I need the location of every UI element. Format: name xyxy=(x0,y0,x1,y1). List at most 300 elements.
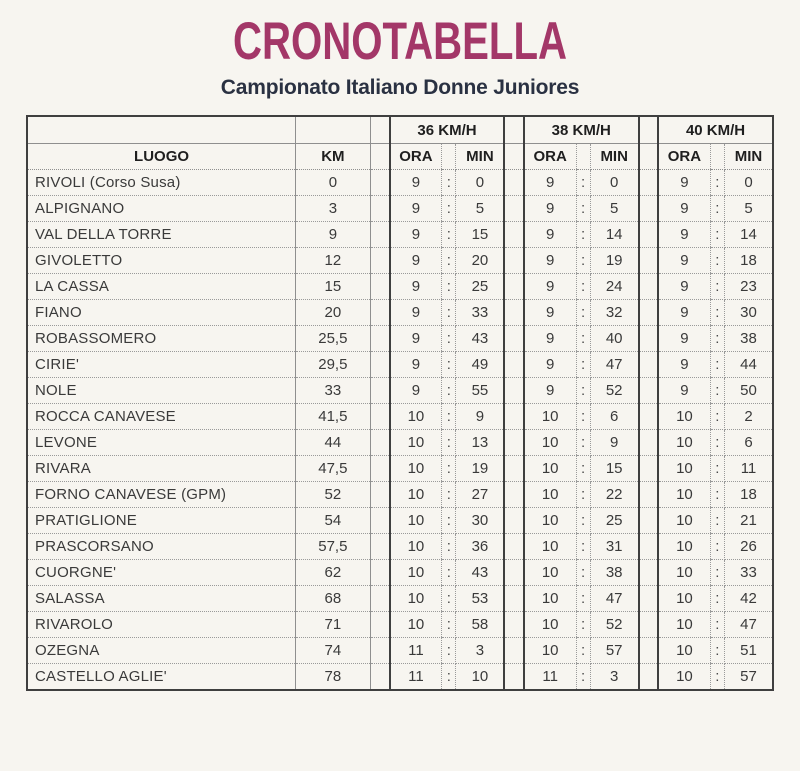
min-40-cell: 14 xyxy=(724,222,773,248)
ora-36-cell: 9 xyxy=(390,274,442,300)
spacer-cell xyxy=(504,274,523,300)
spacer-cell xyxy=(504,586,523,612)
min-40-cell: 30 xyxy=(724,300,773,326)
table-row xyxy=(27,482,773,508)
place-cell: GIVOLETTO xyxy=(27,248,296,274)
ora-40-cell: 10 xyxy=(658,508,710,534)
speed-group-36-header: 36 KM/H xyxy=(390,116,505,144)
spacer-cell xyxy=(370,482,389,508)
ora-38-cell: 10 xyxy=(524,586,576,612)
ora-36-cell: 11 xyxy=(390,664,442,691)
min-36-cell: 27 xyxy=(456,482,504,508)
ora-38-cell: 9 xyxy=(524,274,576,300)
place-cell: RIVAROLO xyxy=(27,612,296,638)
colon-separator: : xyxy=(576,404,590,430)
ora-40-cell: 10 xyxy=(658,482,710,508)
km-cell: 12 xyxy=(296,248,371,274)
ora-36-cell: 9 xyxy=(390,170,442,196)
spacer-cell xyxy=(504,404,523,430)
ora-38-cell: 9 xyxy=(524,352,576,378)
colon-separator: : xyxy=(576,430,590,456)
colon-separator: : xyxy=(442,222,456,248)
ora-36-cell: 9 xyxy=(390,326,442,352)
colon-separator: : xyxy=(442,638,456,664)
speed-group-40-header: 40 KM/H xyxy=(658,116,773,144)
min-36-cell: 5 xyxy=(456,196,504,222)
colon-separator: : xyxy=(576,300,590,326)
min-38-cell: 19 xyxy=(590,248,638,274)
table-body xyxy=(27,170,773,691)
colon-separator: : xyxy=(442,664,456,691)
spacer-cell xyxy=(639,456,658,482)
spacer-cell xyxy=(370,116,389,144)
km-cell: 78 xyxy=(296,664,371,691)
min-36-cell: 25 xyxy=(456,274,504,300)
ora-40-cell: 10 xyxy=(658,430,710,456)
colon-separator: : xyxy=(442,274,456,300)
colon-separator: : xyxy=(710,430,724,456)
ora-38-cell: 10 xyxy=(524,638,576,664)
ora-40-cell: 10 xyxy=(658,404,710,430)
ora-36-cell: 9 xyxy=(390,352,442,378)
ora-38-cell: 9 xyxy=(524,196,576,222)
min-40-cell: 47 xyxy=(724,612,773,638)
table-row xyxy=(27,586,773,612)
colon-separator: : xyxy=(442,560,456,586)
min-40-cell: 21 xyxy=(724,508,773,534)
ora-36-cell: 10 xyxy=(390,404,442,430)
km-cell: 54 xyxy=(296,508,371,534)
min-36-cell: 43 xyxy=(456,326,504,352)
spacer-cell xyxy=(504,378,523,404)
min-36-cell: 58 xyxy=(456,612,504,638)
spacer-cell xyxy=(639,352,658,378)
spacer-cell xyxy=(504,144,523,170)
spacer-cell xyxy=(504,326,523,352)
ora-38-cell: 10 xyxy=(524,508,576,534)
ora-36-cell: 11 xyxy=(390,638,442,664)
ora-38-cell: 9 xyxy=(524,326,576,352)
min-40-column-header: MIN xyxy=(724,144,773,170)
ora-40-column-header: ORA xyxy=(658,144,710,170)
min-40-cell: 26 xyxy=(724,534,773,560)
km-cell: 0 xyxy=(296,170,371,196)
min-38-cell: 38 xyxy=(590,560,638,586)
spacer-cell xyxy=(370,456,389,482)
min-38-cell: 5 xyxy=(590,196,638,222)
colon-separator: : xyxy=(710,508,724,534)
spacer-cell xyxy=(639,274,658,300)
place-cell: NOLE xyxy=(27,378,296,404)
table-row xyxy=(27,352,773,378)
speed-group-38-header: 38 KM/H xyxy=(524,116,639,144)
spacer-cell xyxy=(639,508,658,534)
table-row xyxy=(27,300,773,326)
km-cell: 47,5 xyxy=(296,456,371,482)
colon-separator: : xyxy=(710,326,724,352)
ora-38-cell: 9 xyxy=(524,300,576,326)
spacer-cell xyxy=(370,560,389,586)
colon-separator: : xyxy=(442,534,456,560)
min-36-cell: 15 xyxy=(456,222,504,248)
spacer-cell xyxy=(639,326,658,352)
min-36-cell: 9 xyxy=(456,404,504,430)
place-cell: PRATIGLIONE xyxy=(27,508,296,534)
place-cell: CIRIE' xyxy=(27,352,296,378)
ora-36-cell: 9 xyxy=(390,378,442,404)
colon-separator: : xyxy=(576,482,590,508)
min-40-cell: 11 xyxy=(724,456,773,482)
colon-separator: : xyxy=(442,300,456,326)
min-38-cell: 52 xyxy=(590,612,638,638)
empty-cell xyxy=(27,116,296,144)
spacer-cell xyxy=(639,482,658,508)
spacer-cell xyxy=(504,560,523,586)
ora-40-cell: 9 xyxy=(658,196,710,222)
spacer-cell xyxy=(639,300,658,326)
ora-38-cell: 9 xyxy=(524,170,576,196)
min-40-cell: 44 xyxy=(724,352,773,378)
km-cell: 57,5 xyxy=(296,534,371,560)
min-38-cell: 9 xyxy=(590,430,638,456)
table-row xyxy=(27,196,773,222)
min-40-cell: 18 xyxy=(724,482,773,508)
spacer-cell xyxy=(370,612,389,638)
speed-header-row xyxy=(27,116,773,144)
min-38-cell: 47 xyxy=(590,352,638,378)
min-38-cell: 24 xyxy=(590,274,638,300)
min-40-cell: 5 xyxy=(724,196,773,222)
ora-40-cell: 10 xyxy=(658,586,710,612)
colon-separator: : xyxy=(442,430,456,456)
min-40-cell: 18 xyxy=(724,248,773,274)
place-cell: FORNO CANAVESE (GPM) xyxy=(27,482,296,508)
colon-separator: : xyxy=(710,482,724,508)
min-38-cell: 31 xyxy=(590,534,638,560)
ora-40-cell: 10 xyxy=(658,664,710,691)
spacer-cell xyxy=(370,300,389,326)
ora-38-cell: 10 xyxy=(524,404,576,430)
min-38-cell: 52 xyxy=(590,378,638,404)
ora-40-cell: 9 xyxy=(658,222,710,248)
ora-40-cell: 10 xyxy=(658,638,710,664)
spacer-cell xyxy=(504,664,523,691)
min-36-cell: 55 xyxy=(456,378,504,404)
spacer-cell xyxy=(639,560,658,586)
ora-38-cell: 9 xyxy=(524,378,576,404)
colon-separator: : xyxy=(442,326,456,352)
ora-40-cell: 10 xyxy=(658,612,710,638)
min-38-cell: 40 xyxy=(590,326,638,352)
km-cell: 52 xyxy=(296,482,371,508)
colon-separator: : xyxy=(442,404,456,430)
min-38-cell: 25 xyxy=(590,508,638,534)
table-row xyxy=(27,326,773,352)
spacer-cell xyxy=(639,586,658,612)
ora-38-cell: 10 xyxy=(524,560,576,586)
place-cell: OZEGNA xyxy=(27,638,296,664)
spacer-cell xyxy=(370,144,389,170)
km-cell: 29,5 xyxy=(296,352,371,378)
table-row xyxy=(27,664,773,691)
min-38-column-header: MIN xyxy=(590,144,638,170)
table-row xyxy=(27,638,773,664)
ora-40-cell: 10 xyxy=(658,456,710,482)
spacer-cell xyxy=(504,430,523,456)
place-cell: FIANO xyxy=(27,300,296,326)
spacer-cell xyxy=(504,352,523,378)
table-row xyxy=(27,456,773,482)
table-row xyxy=(27,612,773,638)
spacer-cell xyxy=(370,534,389,560)
min-40-cell: 57 xyxy=(724,664,773,691)
km-cell: 44 xyxy=(296,430,371,456)
min-36-cell: 53 xyxy=(456,586,504,612)
min-38-cell: 3 xyxy=(590,664,638,691)
colon-separator: : xyxy=(710,300,724,326)
km-cell: 15 xyxy=(296,274,371,300)
km-cell: 33 xyxy=(296,378,371,404)
empty-cell xyxy=(296,116,371,144)
place-cell: CASTELLO AGLIE' xyxy=(27,664,296,691)
spacer-cell xyxy=(504,196,523,222)
colon-separator: : xyxy=(442,586,456,612)
spacer-cell xyxy=(370,326,389,352)
colon-separator: : xyxy=(576,326,590,352)
place-cell: ROCCA CANAVESE xyxy=(27,404,296,430)
colon-separator: : xyxy=(442,482,456,508)
colon-separator: : xyxy=(576,352,590,378)
colon-separator: : xyxy=(576,664,590,691)
colon-separator: : xyxy=(576,612,590,638)
colon-separator: : xyxy=(576,456,590,482)
ora-38-cell: 10 xyxy=(524,456,576,482)
ora-38-cell: 9 xyxy=(524,222,576,248)
place-cell: ROBASSOMERO xyxy=(27,326,296,352)
colon-separator: : xyxy=(710,222,724,248)
colon-separator: : xyxy=(442,170,456,196)
ora-36-cell: 10 xyxy=(390,456,442,482)
ora-36-cell: 9 xyxy=(390,248,442,274)
spacer-cell xyxy=(504,248,523,274)
spacer-cell xyxy=(370,404,389,430)
spacer-cell xyxy=(639,612,658,638)
table-row xyxy=(27,222,773,248)
ora-40-cell: 9 xyxy=(658,352,710,378)
min-38-cell: 47 xyxy=(590,586,638,612)
place-cell: VAL DELLA TORRE xyxy=(27,222,296,248)
ora-38-cell: 10 xyxy=(524,534,576,560)
ora-36-cell: 10 xyxy=(390,560,442,586)
min-40-cell: 50 xyxy=(724,378,773,404)
km-cell: 9 xyxy=(296,222,371,248)
km-cell: 20 xyxy=(296,300,371,326)
min-36-cell: 30 xyxy=(456,508,504,534)
colon-separator: : xyxy=(576,586,590,612)
place-cell: LA CASSA xyxy=(27,274,296,300)
spacer-cell xyxy=(370,378,389,404)
ora-36-cell: 10 xyxy=(390,482,442,508)
spacer-cell xyxy=(504,638,523,664)
min-36-cell: 49 xyxy=(456,352,504,378)
table-row xyxy=(27,274,773,300)
spacer-cell xyxy=(639,378,658,404)
km-cell: 71 xyxy=(296,612,371,638)
place-cell: ALPIGNANO xyxy=(27,196,296,222)
ora-38-cell: 11 xyxy=(524,664,576,691)
table-row xyxy=(27,404,773,430)
min-36-cell: 13 xyxy=(456,430,504,456)
colon-separator: : xyxy=(442,196,456,222)
spacer-cell xyxy=(504,300,523,326)
colon-separator: : xyxy=(576,170,590,196)
place-cell: CUORGNE' xyxy=(27,560,296,586)
page-subtitle: Campionato Italiano Donne Juniores xyxy=(220,76,580,99)
colon-separator: : xyxy=(710,456,724,482)
min-36-cell: 3 xyxy=(456,638,504,664)
spacer-cell xyxy=(639,664,658,691)
min-40-cell: 42 xyxy=(724,586,773,612)
colon-separator: : xyxy=(576,638,590,664)
ora-40-cell: 10 xyxy=(658,534,710,560)
colon-separator: : xyxy=(710,170,724,196)
ora-38-cell: 10 xyxy=(524,612,576,638)
ora-36-cell: 10 xyxy=(390,612,442,638)
colon-separator: : xyxy=(442,612,456,638)
ora-36-column-header: ORA xyxy=(390,144,442,170)
ora-40-cell: 9 xyxy=(658,378,710,404)
spacer-cell xyxy=(504,534,523,560)
colon-separator: : xyxy=(576,378,590,404)
ora-36-cell: 9 xyxy=(390,196,442,222)
colon-separator: : xyxy=(710,274,724,300)
km-cell: 3 xyxy=(296,196,371,222)
page-title: CRONOTABELLA xyxy=(232,12,568,72)
spacer-cell xyxy=(639,196,658,222)
title-block xyxy=(0,0,800,99)
spacer-cell xyxy=(370,508,389,534)
km-cell: 74 xyxy=(296,638,371,664)
min-40-cell: 33 xyxy=(724,560,773,586)
ora-40-cell: 9 xyxy=(658,170,710,196)
min-36-cell: 19 xyxy=(456,456,504,482)
ora-36-cell: 10 xyxy=(390,534,442,560)
spacer-cell xyxy=(504,456,523,482)
colon-separator: : xyxy=(442,378,456,404)
colon-separator: : xyxy=(576,248,590,274)
colon-separator: : xyxy=(442,352,456,378)
spacer-cell xyxy=(504,116,523,144)
min-36-cell: 43 xyxy=(456,560,504,586)
ora-36-cell: 9 xyxy=(390,300,442,326)
spacer-cell xyxy=(370,664,389,691)
colon-separator: : xyxy=(710,404,724,430)
spacer-cell xyxy=(370,638,389,664)
spacer-cell xyxy=(370,222,389,248)
spacer-cell xyxy=(639,430,658,456)
colon-separator: : xyxy=(576,534,590,560)
spacer-cell xyxy=(370,248,389,274)
min-40-cell: 2 xyxy=(724,404,773,430)
spacer-cell xyxy=(370,430,389,456)
km-cell: 68 xyxy=(296,586,371,612)
spacer-cell xyxy=(370,274,389,300)
spacer-cell xyxy=(639,248,658,274)
table-row xyxy=(27,508,773,534)
min-38-cell: 22 xyxy=(590,482,638,508)
colon-separator: : xyxy=(442,456,456,482)
colon-separator: : xyxy=(710,248,724,274)
colon-separator: : xyxy=(710,196,724,222)
colon-separator: : xyxy=(710,352,724,378)
colon-separator: : xyxy=(442,508,456,534)
column-header-row xyxy=(27,144,773,170)
colon-separator: : xyxy=(710,560,724,586)
table-row xyxy=(27,534,773,560)
colon-separator: : xyxy=(576,274,590,300)
ora-38-cell: 9 xyxy=(524,248,576,274)
min-40-cell: 51 xyxy=(724,638,773,664)
spacer-cell xyxy=(639,534,658,560)
cronotabella-table xyxy=(26,115,774,691)
min-40-cell: 38 xyxy=(724,326,773,352)
min-36-cell: 33 xyxy=(456,300,504,326)
km-cell: 41,5 xyxy=(296,404,371,430)
spacer-cell xyxy=(370,352,389,378)
ora-36-cell: 10 xyxy=(390,586,442,612)
spacer-cell xyxy=(370,196,389,222)
colon-spacer xyxy=(576,144,590,170)
km-cell: 25,5 xyxy=(296,326,371,352)
table-header xyxy=(27,116,773,170)
colon-separator: : xyxy=(710,378,724,404)
ora-40-cell: 9 xyxy=(658,300,710,326)
table-row xyxy=(27,560,773,586)
spacer-cell xyxy=(639,222,658,248)
km-cell: 62 xyxy=(296,560,371,586)
table-row xyxy=(27,378,773,404)
colon-separator: : xyxy=(576,508,590,534)
place-cell: RIVOLI (Corso Susa) xyxy=(27,170,296,196)
colon-separator: : xyxy=(710,534,724,560)
spacer-cell xyxy=(639,116,658,144)
colon-separator: : xyxy=(576,196,590,222)
spacer-cell xyxy=(370,586,389,612)
km-column-header: KM xyxy=(296,144,371,170)
colon-separator: : xyxy=(710,586,724,612)
spacer-cell xyxy=(504,170,523,196)
min-38-cell: 32 xyxy=(590,300,638,326)
ora-40-cell: 10 xyxy=(658,560,710,586)
spacer-cell xyxy=(639,638,658,664)
min-36-cell: 20 xyxy=(456,248,504,274)
place-cell: SALASSA xyxy=(27,586,296,612)
place-cell: PRASCORSANO xyxy=(27,534,296,560)
ora-38-column-header: ORA xyxy=(524,144,576,170)
ora-40-cell: 9 xyxy=(658,248,710,274)
min-40-cell: 23 xyxy=(724,274,773,300)
min-38-cell: 57 xyxy=(590,638,638,664)
min-36-cell: 10 xyxy=(456,664,504,691)
ora-36-cell: 9 xyxy=(390,222,442,248)
table-row xyxy=(27,248,773,274)
colon-separator: : xyxy=(442,248,456,274)
spacer-cell xyxy=(504,222,523,248)
min-36-column-header: MIN xyxy=(456,144,504,170)
place-cell: RIVARA xyxy=(27,456,296,482)
ora-38-cell: 10 xyxy=(524,430,576,456)
place-cell: LEVONE xyxy=(27,430,296,456)
